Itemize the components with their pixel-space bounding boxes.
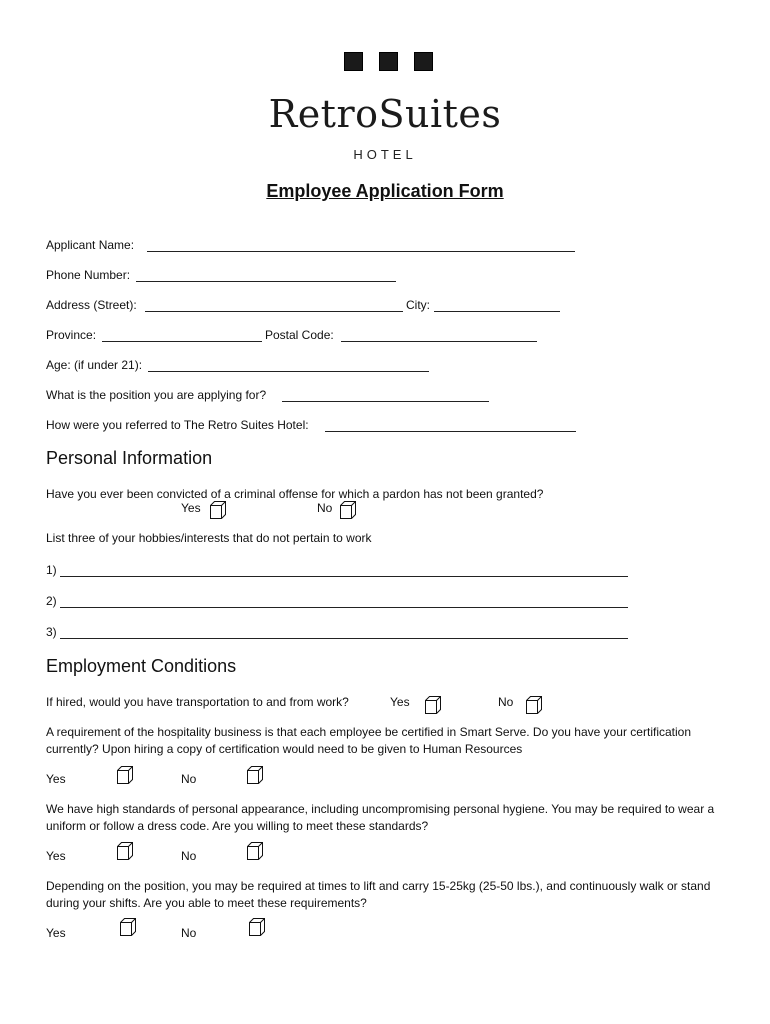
criminal-yes-label: Yes bbox=[181, 501, 201, 515]
hobby-2-field[interactable] bbox=[60, 607, 628, 608]
lifting-no-checkbox[interactable] bbox=[248, 917, 266, 937]
criminal-question: Have you ever been convicted of a criminal offense for which a pardon has not been granted? bbox=[46, 487, 544, 501]
referred-field[interactable] bbox=[325, 431, 576, 432]
transport-yes-label: Yes bbox=[390, 695, 410, 709]
postal-code-label: Postal Code: bbox=[265, 328, 334, 342]
logo-square-icon bbox=[344, 52, 363, 71]
transport-no-checkbox[interactable] bbox=[525, 695, 543, 715]
logo-wordmark: RetroSuites bbox=[268, 92, 502, 136]
postal-code-field[interactable] bbox=[341, 341, 537, 342]
appearance-no-checkbox[interactable] bbox=[246, 841, 264, 861]
lifting-yes-checkbox[interactable] bbox=[119, 917, 137, 937]
form-title: Employee Application Form bbox=[266, 181, 504, 201]
criminal-no-checkbox[interactable] bbox=[339, 500, 357, 520]
criminal-no-label: No bbox=[317, 501, 333, 515]
address-field[interactable] bbox=[145, 311, 403, 312]
criminal-yes-checkbox[interactable] bbox=[209, 500, 227, 520]
hobby-3-label: 3) bbox=[46, 625, 57, 639]
position-label: What is the position you are applying for? bbox=[46, 388, 267, 402]
city-field[interactable] bbox=[434, 311, 560, 312]
smartserve-yes-checkbox[interactable] bbox=[116, 765, 134, 785]
employment-conditions-heading: Employment Conditions bbox=[46, 656, 237, 676]
applicant-name-field[interactable] bbox=[147, 251, 575, 252]
hobby-1-label: 1) bbox=[46, 563, 57, 577]
hobby-2-label: 2) bbox=[46, 594, 57, 608]
appearance-no-label: No bbox=[181, 849, 197, 863]
logo-square-icon bbox=[414, 52, 433, 71]
transport-question: If hired, would you have transportation to and from work? bbox=[46, 695, 349, 709]
position-field[interactable] bbox=[282, 401, 489, 402]
smartserve-question: A requirement of the hospitality business is that each employee be certified in Smart Serve. Do you have your certification currently? Upon hiring a copy of certification would need to be given to Human Resources bbox=[46, 725, 691, 756]
hobby-1-field[interactable] bbox=[60, 576, 628, 577]
referred-label: How were you referred to The Retro Suites Hotel: bbox=[46, 418, 309, 432]
hobbies-question: List three of your hobbies/interests that do not pertain to work bbox=[46, 531, 372, 545]
province-label: Province: bbox=[46, 328, 97, 342]
transport-no-label: No bbox=[498, 695, 514, 709]
personal-information-heading: Personal Information bbox=[46, 448, 213, 468]
address-label: Address (Street): bbox=[46, 298, 137, 312]
smartserve-yes-label: Yes bbox=[46, 772, 66, 786]
age-label: Age: (if under 21): bbox=[46, 358, 143, 372]
province-field[interactable] bbox=[102, 341, 262, 342]
smartserve-no-checkbox[interactable] bbox=[246, 765, 264, 785]
appearance-yes-label: Yes bbox=[46, 849, 66, 863]
lifting-question: Depending on the position, you may be required at times to lift and carry 15-25kg (25-50 lbs.), and continuously walk or stand during your shifts. Are you able to meet these requirements? bbox=[46, 879, 711, 910]
lifting-yes-label: Yes bbox=[46, 926, 66, 940]
age-field[interactable] bbox=[148, 371, 429, 372]
phone-label: Phone Number: bbox=[46, 268, 131, 282]
transport-yes-checkbox[interactable] bbox=[424, 695, 442, 715]
logo-squares bbox=[344, 52, 434, 72]
smartserve-no-label: No bbox=[181, 772, 197, 786]
logo-square-icon bbox=[379, 52, 398, 71]
appearance-yes-checkbox[interactable] bbox=[116, 841, 134, 861]
appearance-question: We have high standards of personal appearance, including uncompromising personal hygiene. You may be required to wear a uniform or follow a dress code. Are you willing to meet these standards? bbox=[46, 802, 715, 833]
hobby-3-field[interactable] bbox=[60, 638, 628, 639]
applicant-name-label: Applicant Name: bbox=[46, 238, 135, 252]
logo-subtitle: HOTEL bbox=[353, 147, 417, 162]
lifting-no-label: No bbox=[181, 926, 197, 940]
city-label: City: bbox=[406, 298, 430, 312]
phone-field[interactable] bbox=[136, 281, 396, 282]
